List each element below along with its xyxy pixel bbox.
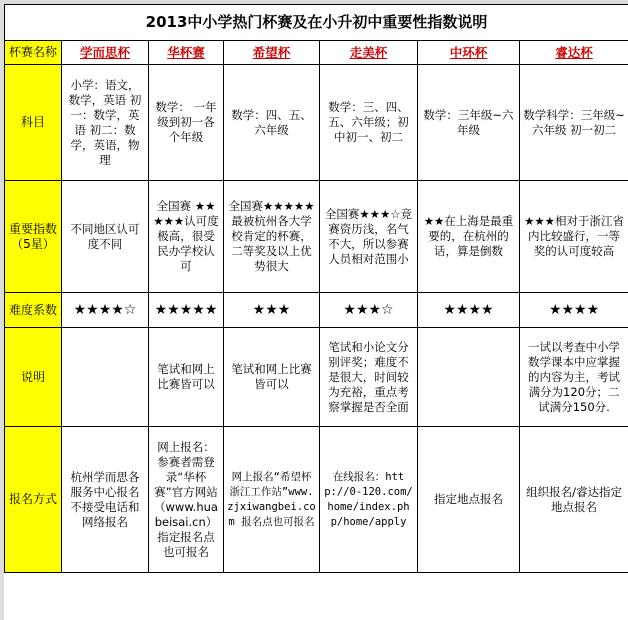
subject-cell: 数学科学：三年级~六年级 初一初二 [520, 65, 628, 181]
cup-name-link[interactable]: 走美杯 [320, 41, 418, 65]
cup-name-link[interactable]: 希望杯 [224, 41, 320, 65]
difficulty-stars: ★★★★★ [149, 293, 224, 328]
cup-name-link[interactable]: 学而思杯 [62, 41, 149, 65]
description-cell: 笔试和小论文分别评奖；难度不是很大，时间较为充裕，重点考察掌握是否全面 [320, 328, 418, 427]
importance-cell: 全国赛★★★☆竞赛资历浅，名气不大，所以参赛人员相对范围小 [320, 181, 418, 293]
competition-table [4, 4, 628, 573]
registration-cell: 指定地点报名 [418, 427, 520, 573]
subject-cell: 数学：四、五、六年级 [224, 65, 320, 181]
subject-cell: 小学：语文，数学，英语 初一：数学，英语 初二：数学，英语，物理 [62, 65, 149, 181]
registration-cell: 组织报名/睿达指定地点报名 [520, 427, 628, 573]
row-label-difficulty: 难度系数 [5, 293, 62, 328]
difficulty-stars: ★★★★☆ [62, 293, 149, 328]
description-cell: 笔试和网上比赛皆可以 [224, 328, 320, 427]
table-title: 2013中小学热门杯赛及在小升初中重要性指数说明 [5, 5, 628, 41]
difficulty-stars: ★★★★ [418, 293, 520, 328]
registration-cell: 在线报名：http://0-120.com/home/index.php/home/apply [320, 427, 418, 573]
description-cell [418, 328, 520, 427]
cup-name-link[interactable]: 睿达杯 [520, 41, 628, 65]
row-label-subject: 科目 [5, 65, 62, 181]
description-cell [62, 328, 149, 427]
importance-cell: 不同地区认可度不同 [62, 181, 149, 293]
row-label-importance: 重要指数（5星） [5, 181, 62, 293]
difficulty-stars: ★★★☆ [320, 293, 418, 328]
cup-name-link[interactable]: 华杯赛 [149, 41, 224, 65]
cup-name-link[interactable]: 中环杯 [418, 41, 520, 65]
registration-cell: 杭州学而思各服务中心报名不接受电话和网络报名 [62, 427, 149, 573]
importance-cell: 全国赛 ★★★★★认可度极高，很受民办学校认可 [149, 181, 224, 293]
subject-cell: 数学：三、四、五、六年级；初中初一、初二 [320, 65, 418, 181]
importance-cell: ★★★相对于浙江省内比较盛行，一等奖的认可度较高 [520, 181, 628, 293]
difficulty-stars: ★★★ [224, 293, 320, 328]
registration-cell: 网上报名“希望杯浙江工作站”www.zjxiwangbei.com 报名点也可报名 [224, 427, 320, 573]
subject-cell: 数学：三年级~六年级 [418, 65, 520, 181]
row-label-registration: 报名方式 [5, 427, 62, 573]
importance-cell: 全国赛★★★★★最被杭州各大学校肯定的杯赛，二等奖及以上优势很大 [224, 181, 320, 293]
registration-cell: 网上报名：参赛者需登录“华杯赛”官方网站（www.huabeisai.cn）指定报名点也可报名 [149, 427, 224, 573]
description-cell: 笔试和网上比赛皆可以 [149, 328, 224, 427]
importance-cell: ★★在上海是最重要的，在杭州的话，算是倒数 [418, 181, 520, 293]
difficulty-stars: ★★★★ [520, 293, 628, 328]
spreadsheet [4, 4, 628, 620]
row-label-name: 杯赛名称 [5, 41, 62, 65]
subject-cell: 数学： 一年级到初一各个年级 [149, 65, 224, 181]
row-label-description: 说明 [5, 328, 62, 427]
description-cell: 一试以考查中小学数学课本中应掌握的内容为主，考试满分为120分；二试满分150分. [520, 328, 628, 427]
